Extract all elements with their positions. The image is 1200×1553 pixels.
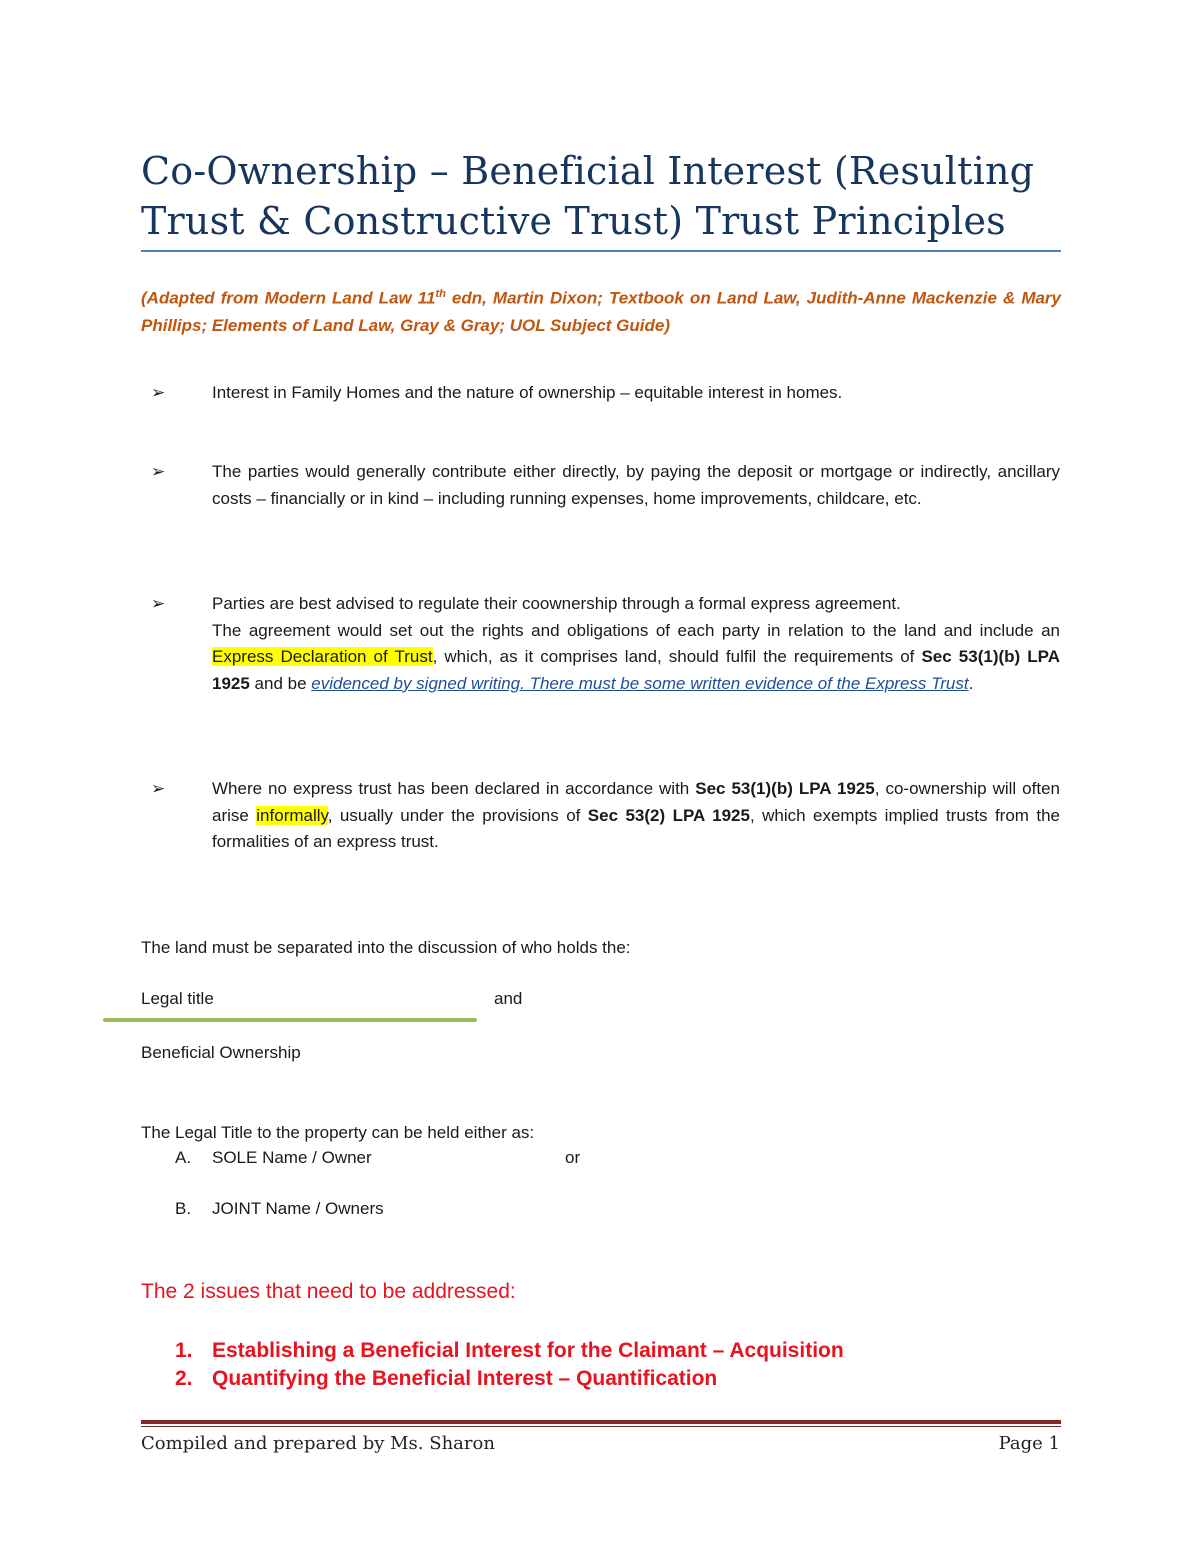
- list-label-a: A.: [175, 1148, 192, 1167]
- arrow-bullet-icon: ➢: [151, 779, 166, 798]
- bullet-text: The parties would generally contribute either directly, by paying the deposit or mortgage or indirectly, ancillary costs – financially or in kind – including running expenses, home improvements, childcare, etc.: [212, 462, 1060, 508]
- issue-text: Establishing a Beneficial Interest for the Claimant – Acquisition: [212, 1339, 844, 1362]
- sole-owner-item: SOLE Name / Owner: [212, 1148, 372, 1167]
- footer-divider-thin: [141, 1426, 1061, 1427]
- title-divider: [141, 250, 1061, 252]
- separation-intro: The land must be separated into the discussion of who holds the:: [141, 938, 631, 957]
- statute-reference: Sec 53(1)(b) LPA 1925: [695, 779, 875, 798]
- evidence-link[interactable]: evidenced by signed writing. There must be some written evidence of the Express Trust: [311, 673, 969, 693]
- bullet-text: Interest in Family Homes and the nature of ownership – equitable interest in homes.: [212, 383, 843, 402]
- legal-title-label: Legal title: [141, 989, 214, 1008]
- footer-page-number: Page 1: [998, 1433, 1060, 1454]
- sources-note: [141, 281, 1061, 339]
- issues-heading: The 2 issues that need to be addressed:: [141, 1280, 516, 1303]
- beneficial-ownership-label: Beneficial Ownership: [141, 1043, 301, 1062]
- issue-number: 2.: [175, 1367, 193, 1390]
- page-title: Co-Ownership – Beneficial Interest (Resulting Trust & Constructive Trust) Trust Principles: [141, 149, 1035, 243]
- arrow-bullet-icon: ➢: [151, 383, 166, 402]
- bullet-text: [212, 776, 1060, 856]
- text-run: , co-ownership will often arise: [212, 779, 1060, 825]
- footer-divider: [141, 1420, 1061, 1424]
- bullet-paragraph: [212, 618, 1060, 698]
- arrow-bullet-icon: ➢: [151, 462, 166, 481]
- issue-text: Quantifying the Beneficial Interest – Quantification: [212, 1367, 718, 1390]
- arrow-bullet-icon: ➢: [151, 594, 166, 613]
- legal-title-intro: The Legal Title to the property can be held either as:: [141, 1123, 535, 1142]
- joint-owners-item: JOINT Name / Owners: [212, 1199, 384, 1218]
- issue-number: 1.: [175, 1339, 193, 1362]
- sources-text-1: (Adapted from Modern Land Law 11: [141, 288, 436, 308]
- sources-superscript: th: [435, 288, 446, 300]
- statute-reference: Sec 53(1)(b) LPA 1925: [212, 647, 1060, 693]
- list-label-b: B.: [175, 1199, 192, 1218]
- text-run: .: [968, 673, 974, 693]
- text-run: The agreement would set out the rights and obligations of each party in relation to the land and include an: [212, 620, 1060, 640]
- text-run: and be: [249, 673, 312, 693]
- and-label: and: [494, 989, 523, 1008]
- text-run: , usually under the provisions of: [327, 805, 588, 825]
- green-divider: [103, 1018, 477, 1022]
- or-label: or: [565, 1148, 581, 1167]
- text-run: , which, as it comprises land, should fulfil the requirements of: [432, 647, 922, 666]
- bullet-text: [212, 591, 1060, 697]
- highlighted-text: Express Declaration of Trust: [212, 647, 433, 666]
- statute-reference: Sec 53(2) LPA 1925: [587, 805, 750, 825]
- text-run: Where no express trust has been declared in accordance with: [212, 779, 696, 798]
- bullet-line: Parties are best advised to regulate their coownership through a formal express agreement.: [212, 594, 901, 613]
- text-run: , which exempts implied trusts from the formalities of an express trust.: [212, 805, 1061, 851]
- highlighted-text: informally: [256, 805, 328, 825]
- sources-text-2: edn, Martin Dixon; Textbook on Land Law, Judith-Anne Mackenzie & Mary Phillips; Elements of Land Law, Gray & Gray; UOL Subject Guide): [141, 288, 1062, 335]
- footer-author: Compiled and prepared by Ms. Sharon: [141, 1433, 495, 1454]
